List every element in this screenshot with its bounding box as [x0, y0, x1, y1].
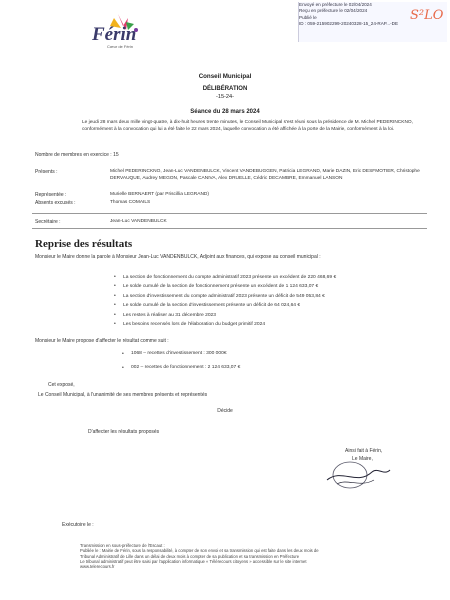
vote-text: Le Conseil Municipal, à l'unanimité de ses membres présents et représentés — [38, 392, 208, 398]
decide-heading: Décide — [217, 408, 233, 414]
stamp-line: ID : 059-215902299-20240328-15_24-RAP...-DE — [299, 21, 399, 27]
list-item: • Les restes à réaliser au 31 décembre 2023 — [114, 311, 336, 320]
footer-line: Publiée le : Mairie de Férin, sous la responsabilité, à compter de son envoi et sa transmission qui est faite dans les deux mois de — [80, 548, 319, 554]
members-count: 15 — [113, 152, 119, 158]
stamp-line: Reçu en préfecture le 02/04/2024 — [299, 8, 368, 14]
represented-label: Représentée : — [35, 192, 67, 198]
legal-footer — [80, 543, 400, 569]
absents-label: Absents excusés : — [35, 200, 76, 206]
members-label — [35, 152, 119, 159]
signature-place: Ainsi fait à Férin, — [345, 448, 383, 454]
results-list — [114, 273, 336, 329]
list-item: • La section de fonctionnement du compte administratif 2023 présente un excédent de 220 468,69 € — [114, 273, 336, 282]
handwritten-annotation: S²LO — [410, 8, 444, 23]
allocation-list — [122, 347, 240, 375]
footer-line: www.telerecours.fr — [80, 564, 115, 570]
deliberation-number: -15-24- — [215, 94, 235, 100]
divider — [32, 213, 427, 214]
logo-text: Férin — [92, 24, 137, 45]
absents-list: Thomas COMAILS — [110, 200, 151, 205]
list-item: • Le solde cumulé de la section d'investissement présente un déficit de 64 024,64 € — [114, 301, 336, 310]
proposal-text: Monsieur le Maire propose d'affecter le résultat comme suit : — [35, 338, 169, 344]
presents-list: Michel PEDERINCKNO, Jean-Luc VANDENBULCK, Vincent VANDEBUGGEN, Patricia LEGRAND, Marie DAZIN, Eric DESFMOTIER, Christophe DERVAUQUE, Audrey MEGON, Pascale CANIVA, Alex DRUELLE, Cédric DECAMBRE, Emmanuel LANSON — [110, 169, 420, 181]
list-item: • 002 – recettes de fonctionnement : 2 124 633,07 € — [122, 361, 240, 375]
expose-text: Cet exposé, — [48, 382, 75, 388]
intro-paragraph: Le jeudi 28 mars deux mille vingt-quatre, à dix-huit heures trente minutes, le Conseil Municipal s'est réuni sous la présidence de M. Michel PEDERINCKNO, conformément à la convocation qui lui a été faite le 22 mars 2024, laquelle convocation a été affichée à la porte de la Mairie, conformément à la loi. — [82, 120, 413, 132]
signature-role: Le Maire, — [352, 456, 373, 462]
secretary-label: Secrétaire : — [35, 219, 61, 225]
list-item: • Les besoins recensés lors de l'élaboration du budget primitif 2024 — [114, 320, 336, 329]
list-item: • La section d'investissement du compte administratif 2023 présente un déficit de 549 053,84 € — [114, 292, 336, 301]
footer-label: Exécutoire le : — [62, 522, 94, 528]
members-label-text: Nombre de membres en exercice : — [35, 152, 112, 158]
org-name: Conseil Municipal — [198, 73, 252, 80]
footer-line: Transmission en sous-préfecture de l'Escaut : — [80, 543, 165, 548]
stamp-line: Envoyé en préfecture le 02/04/2024 — [299, 2, 372, 7]
decision-text: D'affecter les résultats proposés — [88, 429, 160, 435]
represented-list: Murielle BERNAERT (par Priscillia LEGRAND) — [110, 192, 209, 197]
section-title: Reprise des résultats — [35, 238, 133, 250]
mayor-seal-and-signature — [322, 458, 392, 492]
body-intro: Monsieur le Maire donne la parole à Monsieur Jean-Luc VANDENBULCK, Adjoint aux finances, qui expose au conseil municipal : — [35, 254, 321, 260]
footer-line: Tribunal Administratif de Lille dans un délai de deux mois à compter de sa publication et sa transmission en Préfecture — [80, 553, 300, 559]
secretary-name: Jean-Luc VANDENBULCK — [110, 219, 167, 224]
list-item: • 1068 – recettes d'investissement : 300 000€ — [122, 347, 240, 361]
stamp-line: Publié le — [299, 14, 317, 20]
logo-subtitle: Cœur de Férin — [107, 44, 134, 49]
document-title: DÉLIBÉRATION — [202, 86, 248, 92]
footer-line: Le tribunal administratif peut être saisi par l'application informatique « Télérecours citoyens » accessible sur le site internet — [80, 558, 307, 564]
session-date: Séance du 28 mars 2024 — [190, 109, 260, 115]
divider — [32, 228, 427, 229]
presents-label: Présents : — [35, 169, 58, 175]
list-item: • Le solde cumulé de la section de fonctionnement présente un excédent de 1 124 633,07 € — [114, 282, 336, 291]
